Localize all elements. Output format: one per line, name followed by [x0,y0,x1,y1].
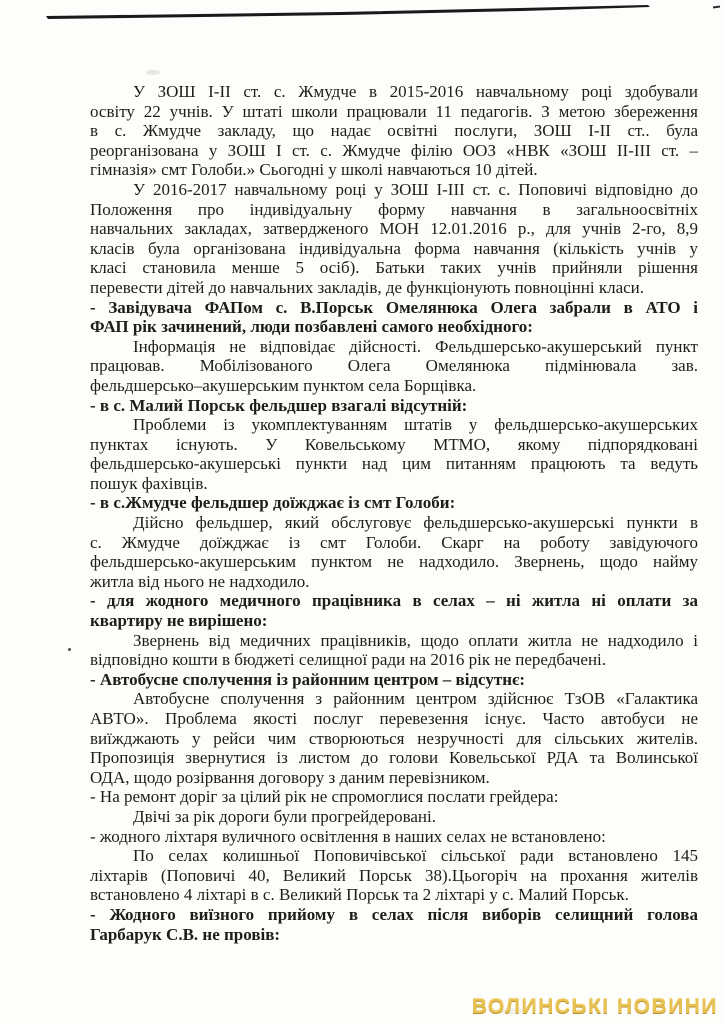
paragraph-line: пунктах існують. У Ковельському МТМО, якому підпорядковані [90,434,698,454]
paragraph-line: ліхтарів (Поповичі 40, Великий Порськ 38).Цьогоріч на прохання жителів [90,865,698,885]
paragraph-line: пошук фахівців. [90,473,208,493]
paragraph-line: ОДА, щодо розірвання договору з даним перевізником. [90,767,490,787]
paragraph-line: перевести дітей до навчальних закладів, де функціонують повноцінні класи. [90,277,645,297]
paragraph-line: У 2016-2017 навчальному році у ЗОШ І-ІІІ ст. с. Поповичі відповідно до [133,179,698,199]
watermark: ВОЛИНСЬКІ НОВИНИ [471,995,718,1018]
section-heading-line: Гарбарук С.В. не провів: [90,924,281,944]
section-heading-line: - На ремонт доріг за цілий рік не спромоглися послати грейдера: [90,787,559,807]
paragraph-line: По селах колишньої Поповичівської сільської ради встановлено 145 [133,846,698,866]
section-heading-line: - для жодного медичного працівника в селах – ні житла ні оплати за [90,591,698,611]
paragraph-line: Інформація не відповідає дійсності. Фельдшерсько-акушерський пункт [133,336,698,356]
paragraph-line: фельдшерсько-акушерські пункти над цим питанням працюють та ведуть [90,454,698,474]
paragraph-line: фельдшерсько–акушерським пунктом села Борщівка. [90,375,477,395]
section-heading-line: - Завідувача ФАПом с. В.Порськ Омелянюка Олега забрали в АТО і [90,297,698,317]
paragraph-line: Проблеми із укомплектуванням штатів у фельдшерсько-акушерських [133,415,698,435]
paragraph-line: гімназія» смт Голоби.» Сьогодні у школі навчаються 10 дітей. [90,160,538,180]
paragraph-line: с. Жмудче доїжджає із смт Голоби. Скарг на роботу завідуючого [90,532,698,552]
document-text [90,82,698,944]
paragraph-line: класі становила менше 5 осіб). Батьки таких учнів прийняли рішення [90,258,698,278]
paragraph-line: Звернень від медичних працівників, щодо оплати житла не надходило і [133,630,698,650]
paragraph-line: працював. Мобілізованого Олега Омелянюка підмінювала зав. [90,356,698,376]
paragraph-line: виїжджають у рейси чим створюються незручності для сільських жителів. [90,728,698,748]
paragraph-line: навчальних закладах, затвердженого МОН 12.01.2016 р., для учнів 2-го, 8,9 [90,219,698,239]
paragraph-line: реорганізована у ЗОШ І ст. с. Жмудче філію ООЗ «НВК «ЗОШ ІІ-ІІІ ст. – [90,140,698,160]
paragraph-line: Дійсно фельдшер, який обслуговує фельдшерсько-акушерські пункти в [133,513,698,533]
section-heading-line: - Автобусне сполучення із районним центром – відсутнє: [90,669,526,689]
section-heading-line: - в с. Малий Порськ фельдшер взагалі відсутній: [90,395,468,415]
paragraph-line: класів була організована індивідуальна форма навчання (кількість учнів у [90,238,698,258]
paragraph-line: АВТО». Проблема якості послуг перевезення існує. Часто автобуси не [90,709,698,728]
paragraph-line: Положення про індивідуальну форму навчання в загальноосвітніх [90,199,698,219]
section-heading-line: - жодного ліхтаря вуличного освітлення в наших селах не встановлено: [90,826,606,846]
scan-dot-artifact [68,648,71,651]
section-heading-line: квартиру не вирішено: [90,611,268,631]
paragraph-line: Автобусне сполучення з районним центром здійснює ТзОВ «Галактика [133,689,698,709]
paragraph-line: фельдшерсько-акушерським пунктом не надходило. Звернень, щодо найму [90,552,698,572]
section-heading-line: ФАП рік зачинений, люди позбавлені самого необхідного: [90,317,533,337]
section-heading-line: - в с.Жмудче фельдшер доїжджає із смт Голоби: [90,493,456,513]
section-heading-line: - Жодного виїзного прийому в селах після виборів селищний голова [90,904,698,924]
paragraph-line: освіту 22 учнів. У штаті школи працювали 11 педагогів. З метою збереження [90,101,698,121]
paragraph-line: У ЗОШ І-ІІ ст. с. Жмудче в 2015-2016 навчальному році здобували [133,82,698,101]
scan-edge-artifact [0,0,724,26]
paragraph-line: в с. Жмудче закладу, що надає освітні послуги, ЗОШ І-ІІ ст.. була [90,121,698,141]
paragraph-line: Двічі за рік дороги були прогрейдеровані. [133,806,436,826]
paragraph-line: житла від нього не надходило. [90,571,310,591]
paragraph-line: встановлено 4 ліхтарі в с. Великий Порськ та 2 ліхтарі у с. Малий Порськ. [90,885,629,905]
paragraph-line: Пропозиція звернутися із листом до голови Ковельської РДА та Волинської [90,748,698,768]
paragraph-line: відповідно кошти в бюджеті селищної ради на 2016 рік не передбачені. [90,650,607,670]
scan-smudge [146,70,160,75]
